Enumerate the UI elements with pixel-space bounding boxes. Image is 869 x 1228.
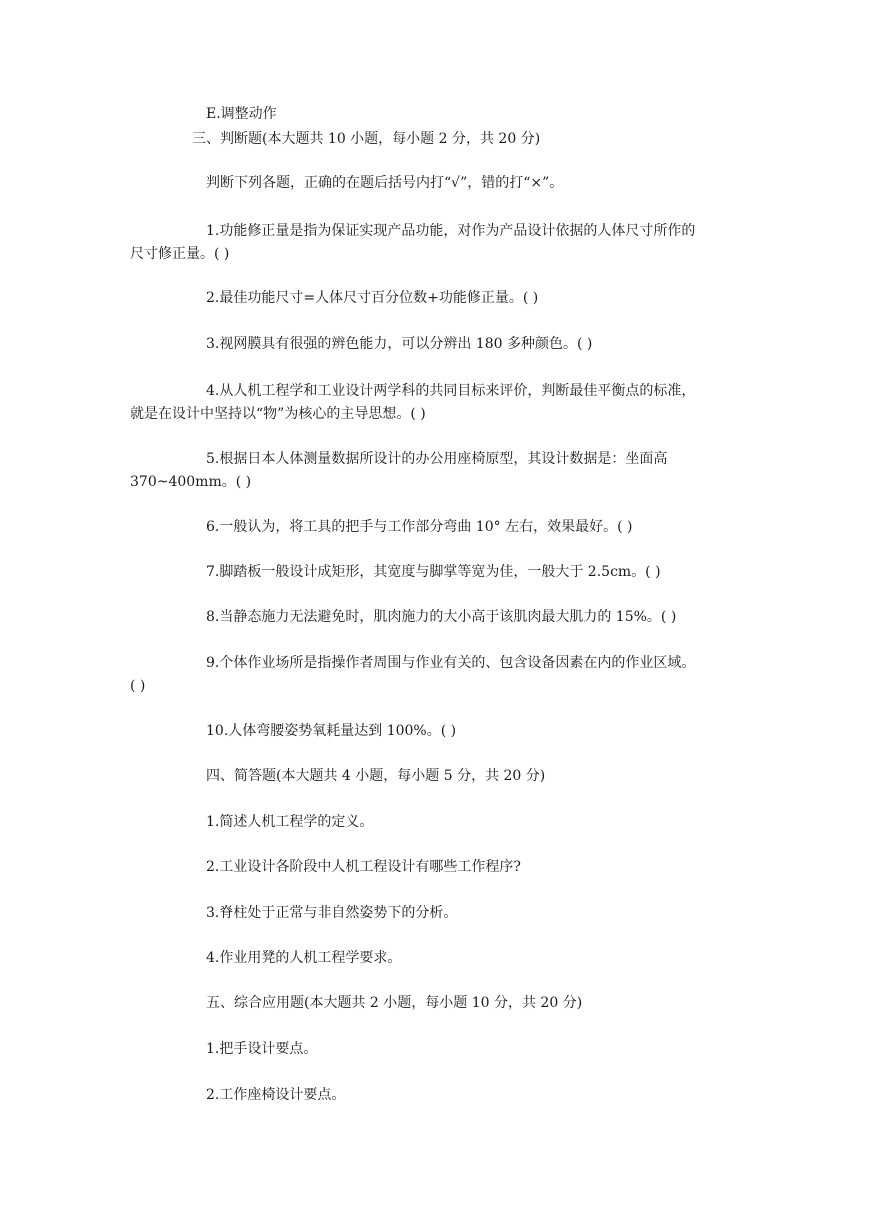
judge-q6: 6.一般认为，将工具的把手与工作部分弯曲 10° 左右，效果最好。( ) [206,519,633,535]
short-q2: 2.工业设计各阶段中人机工程设计有哪些工作程序? [206,859,521,875]
section3-heading: 三、判断题(本大题共 10 小题，每小题 2 分，共 20 分) [192,131,541,147]
judge-q9-line2: ( ) [130,678,146,694]
judge-q3: 3.视网膜具有很强的辨色能力，可以分辨出 180 多种颜色。( ) [206,336,593,352]
short-q3: 3.脊柱处于正常与非自然姿势下的分析。 [206,905,458,921]
section3-instruction: 判断下列各题，正确的在题后括号内打“√”，错的打“×”。 [206,175,564,191]
section5-heading: 五、综合应用题(本大题共 2 小题，每小题 10 分，共 20 分) [206,995,583,1011]
section4-heading: 四、简答题(本大题共 4 小题，每小题 5 分，共 20 分) [206,768,546,784]
applied-q1: 1.把手设计要点。 [206,1041,318,1057]
judge-q4-line1: 4.从人机工程学和工业设计两学科的共同目标来评价，判断最佳平衡点的标准， [206,383,696,399]
judge-q4-line2: 就是在设计中坚持以“物”为核心的主导思想。( ) [130,406,426,422]
judge-q8: 8.当静态施力无法避免时，肌肉施力的大小高于该肌肉最大肌力的 15%。( ) [206,609,677,625]
judge-q5-line2: 370~400mm。( ) [130,474,252,490]
judge-q9-line1: 9.个体作业场所是指操作者周围与作业有关的、包含设备因素在内的作业区域。 [206,655,696,671]
judge-q7: 7.脚踏板一般设计成矩形，其宽度与脚掌等宽为佳，一般大于 2.5cm。( ) [206,564,661,580]
judge-q1-line1: 1.功能修正量是指为保证实现产品功能，对作为产品设计依据的人体尺寸所作的 [206,223,696,239]
applied-q2: 2.工作座椅设计要点。 [206,1087,346,1103]
judge-q1-line2: 尺寸修正量。( ) [130,246,230,262]
judge-q10: 10.人体弯腰姿势氧耗量达到 100%。( ) [206,723,457,739]
short-q1: 1.简述人机工程学的定义。 [206,814,374,830]
short-q4: 4.作业用凳的人机工程学要求。 [206,950,402,966]
prev-option-e: E.调整动作 [206,106,277,122]
judge-q5-line1: 5.根据日本人体测量数据所设计的办公用座椅原型，其设计数据是：坐面高 [206,451,668,467]
judge-q2: 2.最佳功能尺寸=人体尺寸百分位数+功能修正量。( ) [206,290,539,306]
